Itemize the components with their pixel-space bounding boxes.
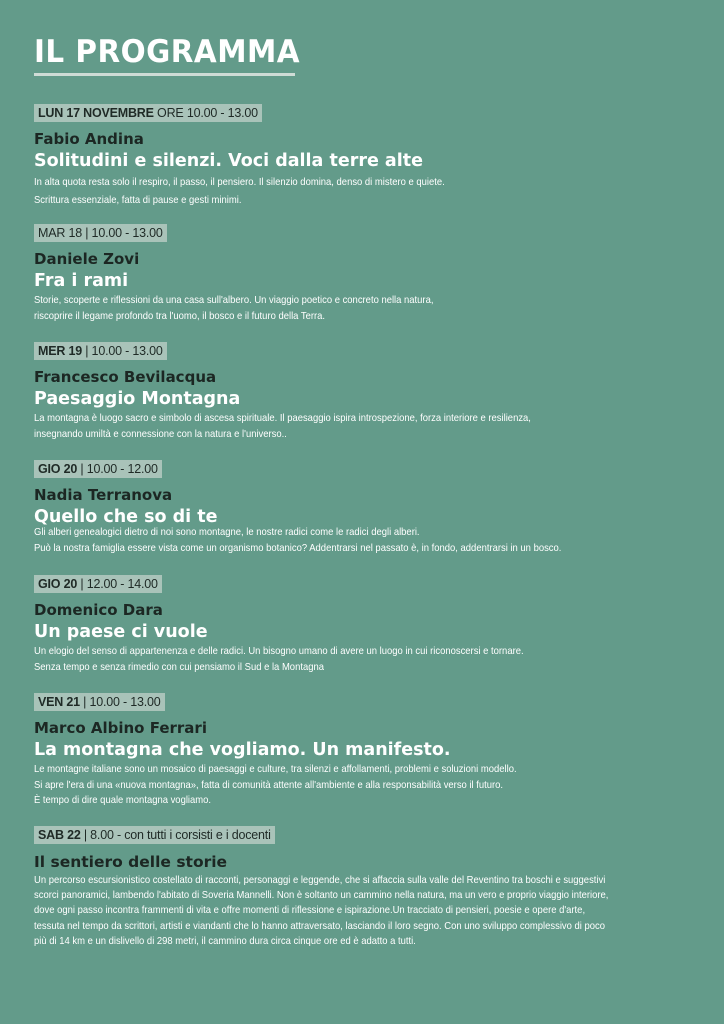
event-nadia-terranova xyxy=(34,458,704,556)
walk-title: Il sentiero delle storie xyxy=(34,853,228,871)
tag-day: VEN 21 xyxy=(38,695,80,709)
description-line: dove ogni passo incontra frammenti di vita e offre momenti di riflessione e ispirazione.Un tracciato di pensieri, poesie e opere d'arte, xyxy=(34,904,586,917)
author-name: Domenico Dara xyxy=(34,601,163,619)
description-line: Un percorso escursionistico costellato di racconti, personaggi e leggende, che si affaccia sulla valle del Reventino tra boschi e suggestivi xyxy=(34,874,606,886)
tag-day: GIO 20 xyxy=(38,577,78,591)
author-name: Fabio Andina xyxy=(34,130,144,148)
talk-description xyxy=(34,762,700,809)
talk-description xyxy=(34,173,700,209)
tag-day: LUN 17 NOVEMBRE xyxy=(38,106,154,120)
tag-day: MER 19 xyxy=(38,344,82,358)
description-line: Gli alberi genealogici dietro di noi sono montagne, le nostre radici come le radici degli alberi. xyxy=(34,526,420,538)
talk-description xyxy=(34,293,700,324)
tag-time: | 8.00 - con tutti i corsisti e i docenti xyxy=(80,828,271,842)
tag-time: ORE 10.00 - 13.00 xyxy=(153,106,258,120)
author-name: Francesco Bevilacqua xyxy=(34,368,217,386)
tag-day: MAR 18 xyxy=(38,226,82,240)
date-time-tag xyxy=(34,342,167,360)
date-time-tag xyxy=(34,575,162,593)
talk-description xyxy=(34,644,700,675)
event-fabio-andina xyxy=(34,102,704,209)
description-line: Senza tempo e senza rimedio con cui pensiamo il Sud e la Montagna xyxy=(34,660,324,673)
description-line: In alta quota resta solo il respiro, il passo, il pensiero. Il silenzio domina, denso di mistero e quiete. xyxy=(34,176,445,188)
date-time-tag xyxy=(34,104,262,122)
tag-time: | 10.00 - 13.00 xyxy=(81,344,163,358)
date-time-tag xyxy=(34,826,275,844)
description-line: tessuta nel tempo da scrittori, artisti e viandanti che lo hanno attraversato, lasciando il loro segno. Con uno sviluppo complessivo di poco xyxy=(34,919,605,932)
date-time-tag xyxy=(34,224,167,242)
author-name: Nadia Terranova xyxy=(34,486,173,504)
tag-time: | 10.00 - 12.00 xyxy=(77,462,158,476)
date-time-tag xyxy=(34,693,165,711)
description-line: La montagna è luogo sacro e simbolo di ascesa spirituale. Il paesaggio ispira introspezione, forza interiore e resilienza, xyxy=(34,412,531,424)
description-line: Storie, scoperte e riflessioni da una casa sull'albero. Un viaggio poetico e concreto nella natura, xyxy=(34,294,434,306)
talk-title: Un paese ci vuole xyxy=(34,622,208,642)
talk-description xyxy=(34,525,700,556)
date-time-tag xyxy=(34,460,162,478)
description-line: riscoprire il legame profondo tra l'uomo, il bosco e il futuro della Terra. xyxy=(34,309,326,322)
description-line: Si apre l'era di una «nuova montagna», fatta di comunità attente all'ambiente e alla responsabilità verso il futuro. xyxy=(34,778,504,791)
event-domenico-dara xyxy=(34,573,704,675)
event-walk xyxy=(34,824,704,949)
talk-title: Fra i rami xyxy=(34,271,129,291)
event-daniele-zovi xyxy=(34,222,704,324)
description-line: più di 14 km e un dislivello di 298 metri, il cammino dura circa cinque ore ed è adatto a tutti. xyxy=(34,934,416,947)
tag-time: | 10.00 - 13.00 xyxy=(79,695,161,709)
talk-description xyxy=(34,411,700,442)
title-underline xyxy=(34,73,295,76)
talk-title: Paesaggio Montagna xyxy=(34,389,241,409)
tag-time: | 10.00 - 13.00 xyxy=(81,226,163,240)
event-francesco-bevilacqua xyxy=(34,340,704,442)
talk-title: Quello che so di te xyxy=(34,507,218,527)
description-line: Può la nostra famiglia essere vista come un organismo botanico? Addentrarsi nel passato è, in fondo, addentrarsi in un bosco. xyxy=(34,541,562,554)
tag-time: | 12.00 - 14.00 xyxy=(77,577,158,591)
description-line: insegnando umiltà e connessione con la natura e l'universo.. xyxy=(34,427,287,440)
description-line: È tempo di dire quale montagna vogliamo. xyxy=(34,794,212,806)
talk-title: La montagna che vogliamo. Un manifesto. xyxy=(34,740,451,760)
description-line: Un elogio del senso di appartenenza e delle radici. Un bisogno umano di avere un luogo in cui riconoscersi e tornare. xyxy=(34,645,524,657)
description-line: scorci panoramici, lambendo l'abitato di Soveria Mannelli. Non è soltanto un cammino nella natura, ma un vero e proprio viaggio interiore, xyxy=(34,889,609,902)
author-name: Marco Albino Ferrari xyxy=(34,719,207,737)
author-name: Daniele Zovi xyxy=(34,250,140,268)
description-line: Le montagne italiane sono un mosaico di paesaggi e culture, tra silenzi e affollamenti, problemi e soluzioni modello. xyxy=(34,763,517,775)
talk-title: Solitudini e silenzi. Voci dalla terre alte xyxy=(34,151,423,171)
tag-day: GIO 20 xyxy=(38,462,78,476)
page-title: IL PROGRAMMA xyxy=(34,34,301,70)
walk-description xyxy=(34,873,700,949)
event-marco-albino-ferrari xyxy=(34,691,704,809)
tag-day: SAB 22 xyxy=(38,828,81,842)
description-line: Scrittura essenziale, fatta di pause e gesti minimi. xyxy=(34,194,242,206)
